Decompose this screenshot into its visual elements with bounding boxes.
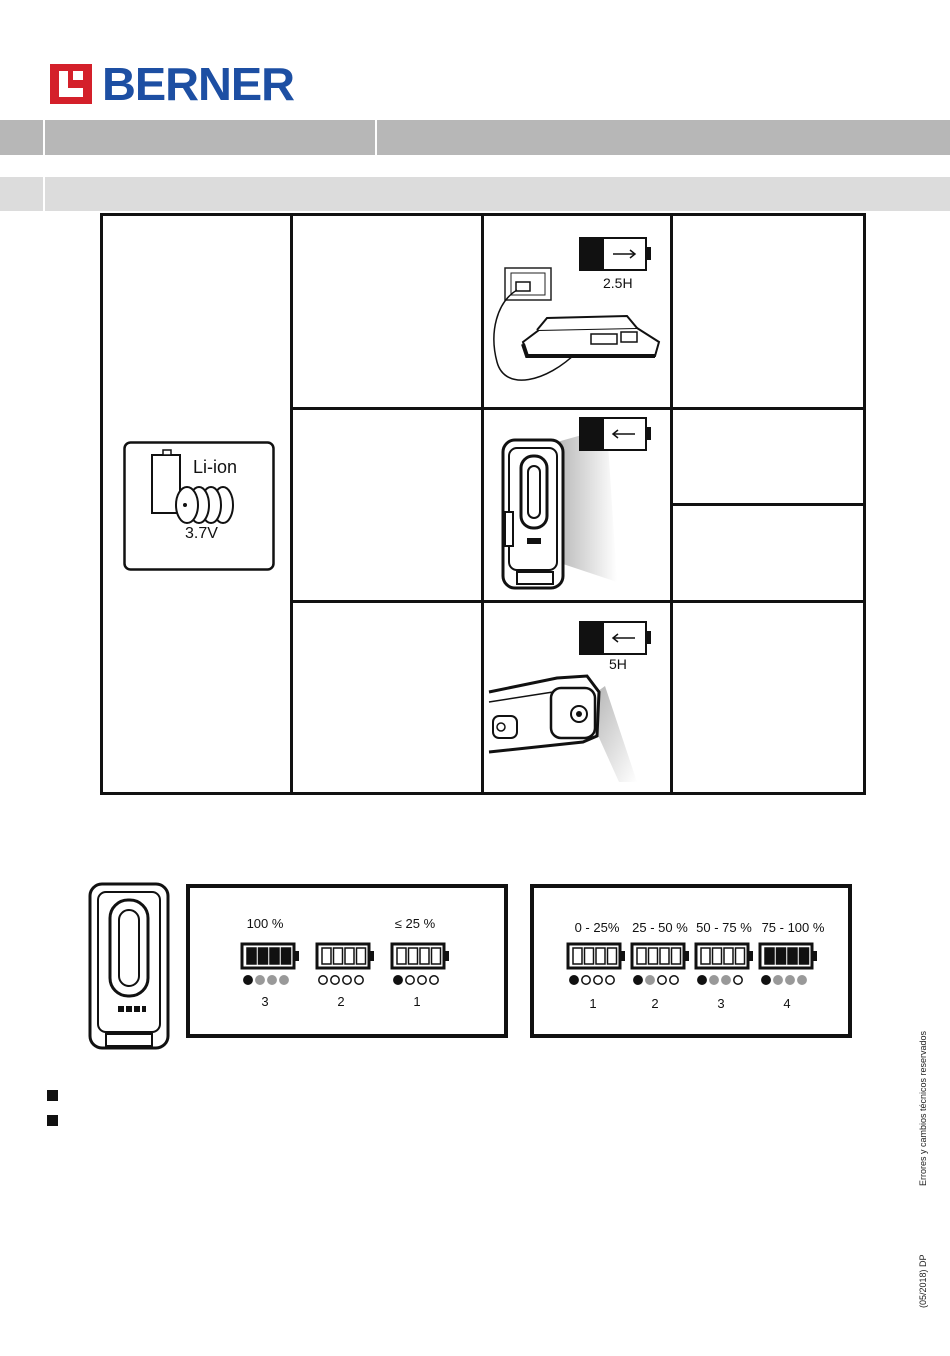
panel-right-level-2: 3 xyxy=(717,996,725,1011)
front-light-illustration xyxy=(487,412,667,598)
battery-chemistry: Li-ion xyxy=(193,457,238,477)
indicator-panel-right xyxy=(530,884,852,1038)
left-dot-1-2 xyxy=(343,976,351,984)
right-dot-0-3 xyxy=(606,976,614,984)
device-front-image xyxy=(86,880,172,1052)
battery-voltage: 3.7V xyxy=(185,525,218,542)
charge-duration: 2.5H xyxy=(603,275,633,291)
left-battery-2 xyxy=(392,944,449,984)
left-dot-0-0 xyxy=(244,976,252,984)
left-dot-1-1 xyxy=(331,976,339,984)
panel-right-header-3: 75 - 100 % xyxy=(761,920,825,935)
right-dot-3-3 xyxy=(798,976,806,984)
left-dot-2-0 xyxy=(394,976,402,984)
left-dot-2-3 xyxy=(430,976,438,984)
panel-right-header-0: 0 - 25% xyxy=(574,920,620,935)
right-dot-3-2 xyxy=(786,976,794,984)
right-battery-0 xyxy=(568,944,625,984)
panel-left-level-1: 2 xyxy=(337,994,345,1009)
panel-left-level-0: 3 xyxy=(261,994,269,1009)
indicator-panel-left xyxy=(186,884,508,1038)
charging-illustration xyxy=(487,232,667,402)
panel-right-level-3: 4 xyxy=(783,996,791,1011)
panel-left-level-2: 1 xyxy=(413,994,421,1009)
right-dot-2-2 xyxy=(722,976,730,984)
right-dot-3-0 xyxy=(762,976,770,984)
brand-mark-icon xyxy=(50,64,92,104)
right-battery-2 xyxy=(696,944,753,984)
top-light-duration: 5H xyxy=(609,656,627,672)
left-dot-2-1 xyxy=(406,976,414,984)
subheader-band xyxy=(0,177,950,211)
usage-table xyxy=(100,213,866,795)
right-dot-2-3 xyxy=(734,976,742,984)
right-battery-1 xyxy=(632,944,689,984)
left-battery-0 xyxy=(242,944,299,984)
right-dot-1-0 xyxy=(634,976,642,984)
battery-type-badge xyxy=(123,441,275,571)
right-dot-0-1 xyxy=(582,976,590,984)
panel-left-header-2: ≤ 25 % xyxy=(394,916,436,931)
left-dot-0-1 xyxy=(256,976,264,984)
right-dot-0-0 xyxy=(570,976,578,984)
panel-right-header-1: 25 - 50 % xyxy=(632,920,688,935)
panel-right-level-1: 2 xyxy=(651,996,659,1011)
left-dot-2-2 xyxy=(418,976,426,984)
right-dot-1-1 xyxy=(646,976,654,984)
side-note: Errores y cambios técnicos reservados xyxy=(918,1030,928,1186)
left-dot-0-3 xyxy=(280,976,288,984)
panel-right-level-0: 1 xyxy=(589,996,597,1011)
right-dot-3-1 xyxy=(774,976,782,984)
panel-right-graphics xyxy=(534,888,848,1034)
right-dot-1-3 xyxy=(670,976,678,984)
right-dot-2-0 xyxy=(698,976,706,984)
right-dot-0-2 xyxy=(594,976,602,984)
doc-code: (05/2018) DP xyxy=(918,1254,928,1308)
panel-left-graphics xyxy=(190,888,504,1034)
right-dot-2-1 xyxy=(710,976,718,984)
right-dot-1-2 xyxy=(658,976,666,984)
left-battery-1 xyxy=(317,944,374,984)
header-band xyxy=(0,120,950,155)
bullet-1 xyxy=(47,1090,58,1101)
left-dot-0-2 xyxy=(268,976,276,984)
right-battery-3 xyxy=(760,944,817,984)
brand-name: BERNER xyxy=(102,58,295,110)
bullet-2 xyxy=(47,1115,58,1126)
top-light-illustration xyxy=(487,606,667,786)
panel-left-header-0: 100 % xyxy=(246,916,284,931)
left-dot-1-3 xyxy=(355,976,363,984)
panel-right-header-2: 50 - 75 % xyxy=(696,920,752,935)
left-dot-1-0 xyxy=(319,976,327,984)
